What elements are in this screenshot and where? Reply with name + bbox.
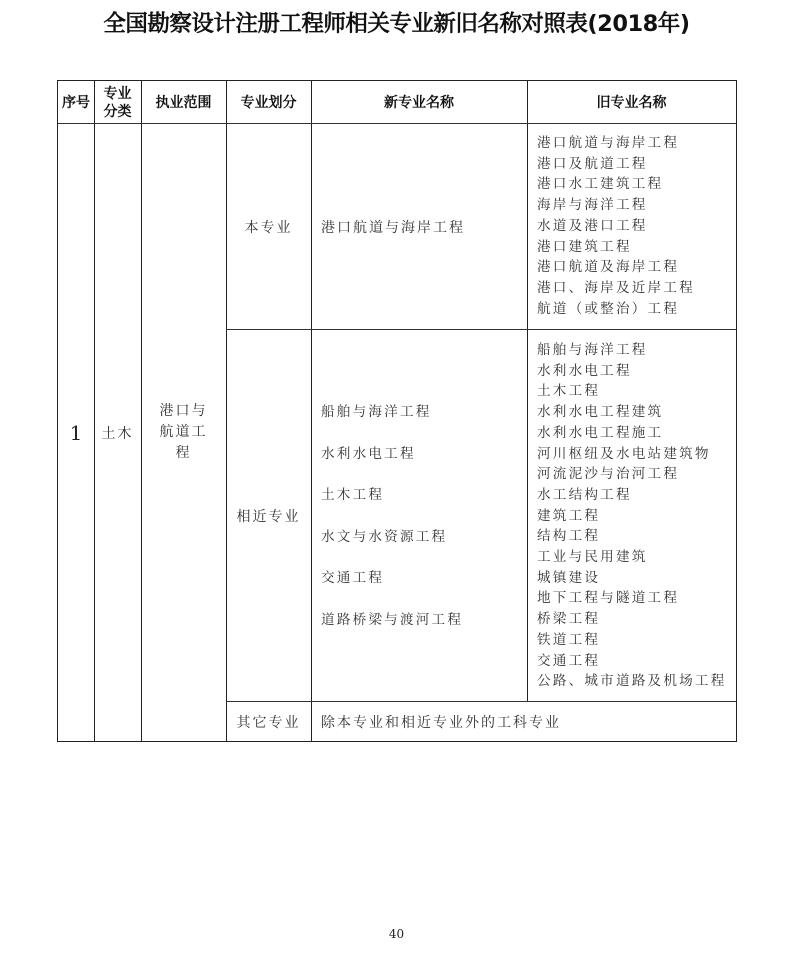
header-division: 专业划分 (240, 94, 297, 111)
list-item: 桥梁工程 (537, 611, 601, 628)
list-item: 河流泥沙与治河工程 (537, 466, 680, 483)
row-scope: 港口与航道工程 (159, 403, 208, 461)
list-item: 土木工程 (321, 487, 385, 503)
header-old-name: 旧专业名称 (596, 94, 667, 111)
comparison-table (57, 80, 737, 742)
header-scope: 执业范围 (155, 94, 212, 111)
list-item: 铁道工程 (537, 631, 601, 648)
list-item: 港口水工建筑工程 (537, 176, 664, 193)
list-item: 工业与民用建筑 (537, 549, 648, 566)
new-names-related-list (321, 392, 463, 641)
header-seq: 序号 (62, 94, 90, 111)
list-item: 水利水电工程施工 (537, 424, 664, 441)
list-item: 航道（或整治）工程 (537, 300, 680, 317)
division-primary: 本专业 (244, 219, 293, 236)
other-majors-text: 除本专业和相近专业外的工科专业 (321, 714, 561, 731)
list-item: 河川枢纽及水电站建筑物 (537, 445, 711, 462)
list-item: 土木工程 (537, 383, 601, 400)
list-item: 水文与水资源工程 (321, 528, 448, 545)
list-item: 船舶与海洋工程 (321, 404, 432, 420)
list-item: 港口建筑工程 (537, 238, 632, 255)
old-names-primary-list (537, 133, 695, 319)
list-item: 港口及航道工程 (537, 155, 648, 172)
list-item: 港口、海岸及近岸工程 (537, 279, 695, 296)
list-item: 水工结构工程 (537, 486, 632, 503)
page-number: 40 (388, 927, 405, 941)
old-names-related-list (537, 340, 727, 692)
column-divider (527, 81, 528, 701)
new-name-primary: 港口航道与海岸工程 (321, 219, 465, 236)
list-item: 交通工程 (321, 570, 385, 586)
list-item: 水利水电工程 (537, 362, 632, 379)
row-category: 土木 (101, 425, 134, 442)
row-seq: 1 (69, 420, 83, 445)
list-item: 道路桥梁与渡河工程 (321, 611, 464, 628)
header-category: 专业分类 (103, 85, 132, 120)
list-item: 港口航道及海岸工程 (537, 259, 680, 276)
list-item: 水利水电工程建筑 (537, 404, 664, 421)
list-item: 水利水电工程 (321, 445, 416, 462)
list-item: 建筑工程 (537, 507, 601, 524)
list-item: 结构工程 (537, 528, 601, 545)
document-title: 全国勘察设计注册工程师相关专业新旧名称对照表(2018年) (103, 11, 690, 37)
list-item: 地下工程与隧道工程 (537, 590, 680, 607)
division-related: 相近专业 (236, 508, 301, 525)
division-other: 其它专业 (236, 714, 301, 731)
list-item: 交通工程 (537, 652, 601, 669)
header-new-name: 新专业名称 (384, 94, 454, 111)
list-item: 水道及港口工程 (537, 217, 648, 234)
list-item: 港口航道与海岸工程 (537, 135, 680, 151)
list-item: 城镇建设 (537, 569, 601, 586)
list-item: 公路、城市道路及机场工程 (537, 673, 727, 690)
list-item: 海岸与海洋工程 (537, 197, 648, 214)
list-item: 船舶与海洋工程 (537, 342, 648, 358)
